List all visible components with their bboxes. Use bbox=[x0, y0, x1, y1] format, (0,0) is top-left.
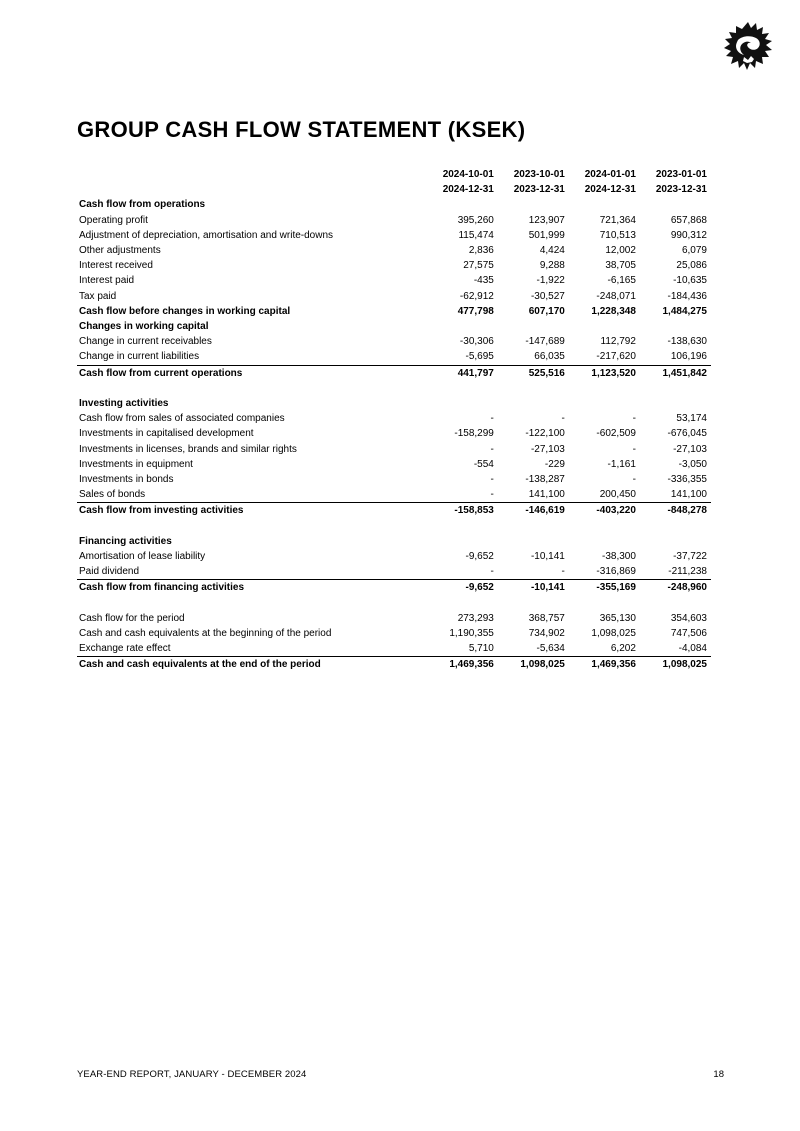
table-row bbox=[77, 426, 711, 441]
table-row bbox=[77, 457, 711, 472]
row-label: Operating profit bbox=[79, 214, 148, 226]
value-cell: -5,695 bbox=[465, 351, 494, 363]
value-cell: 5,710 bbox=[468, 643, 494, 655]
table-row bbox=[77, 564, 711, 580]
value-cell: 657,868 bbox=[670, 214, 707, 226]
row-label: Exchange rate effect bbox=[79, 643, 171, 655]
table-row bbox=[77, 442, 711, 457]
value-cell: 6,202 bbox=[610, 643, 636, 655]
row-label: Investments in licenses, brands and similar rights bbox=[79, 443, 297, 455]
row-label: Changes in working capital bbox=[79, 321, 209, 333]
value-cell: -336,355 bbox=[667, 474, 707, 486]
value-cell: 990,312 bbox=[670, 229, 707, 241]
column-header-end: 2024-12-31 bbox=[442, 184, 494, 196]
value-cell: 1,469,356 bbox=[427, 657, 498, 673]
value-cell: -355,169 bbox=[569, 580, 640, 596]
value-cell bbox=[427, 534, 498, 549]
value-cell bbox=[498, 534, 569, 549]
value-cell: 141,100 bbox=[670, 489, 707, 501]
value-cell: 27,575 bbox=[463, 260, 494, 272]
row-label: Sales of bonds bbox=[79, 489, 146, 501]
page-title: GROUP CASH FLOW STATEMENT (KSEK) bbox=[77, 117, 526, 142]
value-cell: -158,299 bbox=[454, 428, 494, 440]
value-cell: - bbox=[490, 474, 494, 486]
value-cell: -4,084 bbox=[678, 643, 707, 655]
row-label: Cash flow from operations bbox=[79, 199, 206, 211]
value-cell bbox=[640, 319, 711, 334]
row-label: Cash and cash equivalents at the end of the period bbox=[77, 657, 427, 673]
footer-report-title: YEAR-END REPORT, JANUARY - DECEMBER 2024 bbox=[77, 1069, 307, 1080]
value-cell: - bbox=[490, 566, 494, 578]
value-cell: -10,141 bbox=[498, 580, 569, 596]
value-cell: 38,705 bbox=[605, 260, 636, 272]
table-row bbox=[77, 273, 711, 288]
value-cell: 365,130 bbox=[599, 612, 636, 624]
table-row bbox=[77, 611, 711, 626]
value-cell: 501,999 bbox=[528, 229, 565, 241]
table-row bbox=[77, 243, 711, 258]
column-header-end: 2024-12-31 bbox=[584, 184, 636, 196]
total-row bbox=[77, 580, 711, 596]
column-header-start: 2024-10-01 bbox=[442, 169, 494, 180]
column-header-end: 2023-12-31 bbox=[655, 184, 707, 196]
row-label: Cash flow before changes in working capital bbox=[79, 305, 291, 317]
value-cell: -435 bbox=[473, 275, 494, 287]
value-cell: 1,228,348 bbox=[591, 305, 636, 317]
value-cell: - bbox=[490, 443, 494, 455]
value-cell bbox=[640, 534, 711, 549]
value-cell: 66,035 bbox=[534, 351, 565, 363]
value-cell: 721,364 bbox=[599, 214, 636, 226]
value-cell: -37,722 bbox=[673, 551, 707, 563]
value-cell: -848,278 bbox=[640, 503, 711, 519]
table-row bbox=[77, 641, 711, 657]
spacer-cell bbox=[77, 519, 711, 534]
row-label: Change in current liabilities bbox=[79, 351, 200, 363]
row-label: Interest received bbox=[79, 260, 153, 272]
value-cell: -30,306 bbox=[459, 336, 494, 348]
value-cell: -122,100 bbox=[525, 428, 565, 440]
value-cell bbox=[498, 319, 569, 334]
total-row bbox=[77, 365, 711, 381]
footer-page-number: 18 bbox=[713, 1069, 724, 1080]
value-cell: 4,424 bbox=[539, 245, 565, 257]
spacer-cell bbox=[77, 381, 711, 396]
section-heading-row bbox=[77, 396, 711, 411]
value-cell: -5,634 bbox=[536, 643, 565, 655]
table-row bbox=[77, 228, 711, 243]
value-cell: 441,797 bbox=[427, 365, 498, 381]
row-label: Investments in bonds bbox=[79, 474, 174, 486]
value-cell: - bbox=[490, 413, 494, 425]
row-label: Investing activities bbox=[79, 398, 169, 410]
value-cell: 747,506 bbox=[670, 628, 707, 640]
value-cell: -38,300 bbox=[601, 551, 636, 563]
row-label: Cash flow for the period bbox=[79, 612, 185, 624]
value-cell: 123,907 bbox=[528, 214, 565, 226]
header-spacer bbox=[77, 167, 427, 182]
value-cell: -146,619 bbox=[498, 503, 569, 519]
row-label: Paid dividend bbox=[79, 566, 140, 578]
table-row bbox=[77, 549, 711, 564]
row-label: Cash and cash equivalents at the beginning of the period bbox=[79, 628, 332, 640]
value-cell: -248,960 bbox=[640, 580, 711, 596]
row-label: Investments in capitalised development bbox=[79, 428, 254, 440]
row-label: Cash flow from sales of associated companies bbox=[79, 413, 285, 425]
value-cell: 141,100 bbox=[528, 489, 565, 501]
value-cell: - bbox=[561, 413, 565, 425]
value-cell: 710,513 bbox=[599, 229, 636, 241]
value-cell: 734,902 bbox=[528, 628, 565, 640]
row-label: Change in current receivables bbox=[79, 336, 212, 348]
value-cell: -3,050 bbox=[678, 458, 707, 470]
value-cell: -10,141 bbox=[530, 551, 565, 563]
value-cell: 525,516 bbox=[498, 365, 569, 381]
value-cell: -316,869 bbox=[596, 566, 636, 578]
value-cell: -147,689 bbox=[525, 336, 565, 348]
value-cell: 6,079 bbox=[681, 245, 707, 257]
value-cell bbox=[640, 197, 711, 212]
value-cell bbox=[569, 319, 640, 334]
row-label: Interest paid bbox=[79, 275, 135, 287]
section-heading-row bbox=[77, 319, 711, 334]
spacer-row bbox=[77, 381, 711, 396]
value-cell: - bbox=[632, 413, 636, 425]
value-cell: 25,086 bbox=[676, 260, 707, 272]
value-cell: 2,836 bbox=[468, 245, 494, 257]
value-cell bbox=[569, 396, 640, 411]
value-cell: - bbox=[632, 474, 636, 486]
cash-flow-body bbox=[77, 197, 711, 672]
value-cell: -158,853 bbox=[427, 503, 498, 519]
value-cell: -403,220 bbox=[569, 503, 640, 519]
header-row-end-dates bbox=[77, 182, 711, 197]
value-cell: -217,620 bbox=[596, 351, 636, 363]
row-label: Tax paid bbox=[79, 290, 117, 302]
value-cell: -9,652 bbox=[465, 551, 494, 563]
value-cell bbox=[569, 534, 640, 549]
value-cell: 9,288 bbox=[539, 260, 565, 272]
value-cell: 106,196 bbox=[670, 351, 707, 363]
spacer-cell bbox=[77, 596, 711, 611]
row-label: Cash flow from investing activities bbox=[77, 503, 427, 519]
value-cell: -676,045 bbox=[667, 428, 707, 440]
row-label: Investments in equipment bbox=[79, 458, 193, 470]
value-cell: -248,071 bbox=[596, 290, 636, 302]
value-cell: - bbox=[561, 566, 565, 578]
table-row bbox=[77, 487, 711, 503]
row-label: Cash flow from financing activities bbox=[77, 580, 427, 596]
header-spacer bbox=[77, 182, 427, 197]
header-row-start-dates bbox=[77, 167, 711, 182]
total-row bbox=[77, 657, 711, 673]
column-header-start: 2024-01-01 bbox=[584, 169, 636, 180]
value-cell: -602,509 bbox=[596, 428, 636, 440]
value-cell bbox=[498, 197, 569, 212]
value-cell: -9,652 bbox=[427, 580, 498, 596]
value-cell: 115,474 bbox=[458, 229, 494, 241]
section-heading-row bbox=[77, 197, 711, 212]
total-row bbox=[77, 503, 711, 519]
table-row bbox=[77, 289, 711, 304]
value-cell: -27,103 bbox=[530, 443, 565, 455]
table-row bbox=[77, 626, 711, 641]
value-cell: 1,123,520 bbox=[569, 365, 640, 381]
value-cell: -62,912 bbox=[459, 290, 494, 302]
table-row bbox=[77, 411, 711, 426]
spacer-row bbox=[77, 519, 711, 534]
column-header-start: 2023-01-01 bbox=[655, 169, 707, 180]
value-cell: 1,098,025 bbox=[498, 657, 569, 673]
value-cell: -211,238 bbox=[668, 566, 707, 578]
value-cell: 112,792 bbox=[600, 336, 636, 348]
value-cell: -6,165 bbox=[607, 275, 636, 287]
value-cell: -138,287 bbox=[525, 474, 565, 486]
value-cell: 1,451,842 bbox=[640, 365, 711, 381]
company-logo-icon bbox=[720, 18, 776, 74]
column-header-end: 2023-12-31 bbox=[513, 184, 565, 196]
value-cell: 395,260 bbox=[457, 214, 494, 226]
table-row bbox=[77, 213, 711, 228]
value-cell: -27,103 bbox=[673, 443, 707, 455]
value-cell bbox=[498, 396, 569, 411]
value-cell bbox=[640, 396, 711, 411]
value-cell: 477,798 bbox=[457, 305, 494, 317]
row-label: Adjustment of depreciation, amortisation and write-downs bbox=[79, 229, 334, 241]
value-cell: 273,293 bbox=[457, 612, 494, 624]
column-header-start: 2023-10-01 bbox=[513, 169, 565, 180]
section-heading-row bbox=[77, 534, 711, 549]
value-cell: - bbox=[490, 489, 494, 501]
value-cell: -554 bbox=[473, 458, 494, 470]
value-cell: -229 bbox=[544, 458, 565, 470]
value-cell: -30,527 bbox=[530, 290, 565, 302]
value-cell: 53,174 bbox=[676, 413, 707, 425]
value-cell: 607,170 bbox=[528, 305, 565, 317]
value-cell: 354,603 bbox=[670, 612, 707, 624]
table-row bbox=[77, 258, 711, 273]
value-cell: -138,630 bbox=[667, 336, 707, 348]
table-row bbox=[77, 334, 711, 349]
row-label: Financing activities bbox=[79, 535, 172, 547]
value-cell bbox=[569, 197, 640, 212]
value-cell: 12,002 bbox=[605, 245, 636, 257]
value-cell: 1,098,025 bbox=[591, 628, 636, 640]
value-cell: -1,922 bbox=[536, 275, 565, 287]
spacer-row bbox=[77, 596, 711, 611]
value-cell: 1,469,356 bbox=[569, 657, 640, 673]
row-label: Cash flow from current operations bbox=[77, 365, 427, 381]
table-row bbox=[77, 349, 711, 365]
value-cell bbox=[427, 197, 498, 212]
value-cell: 1,484,275 bbox=[662, 305, 707, 317]
value-cell: -10,635 bbox=[673, 275, 707, 287]
value-cell: -1,161 bbox=[607, 458, 636, 470]
row-label: Amortisation of lease liability bbox=[79, 551, 206, 563]
cash-flow-table bbox=[77, 167, 711, 673]
value-cell: 1,190,355 bbox=[449, 628, 494, 640]
row-label: Other adjustments bbox=[79, 245, 161, 257]
table-row bbox=[77, 472, 711, 487]
value-cell: - bbox=[632, 443, 636, 455]
value-cell: -184,436 bbox=[667, 290, 707, 302]
value-cell: 368,757 bbox=[528, 612, 565, 624]
section-heading-row bbox=[77, 304, 711, 319]
value-cell bbox=[427, 396, 498, 411]
value-cell: 200,450 bbox=[599, 489, 636, 501]
value-cell: 1,098,025 bbox=[640, 657, 711, 673]
value-cell bbox=[427, 319, 498, 334]
